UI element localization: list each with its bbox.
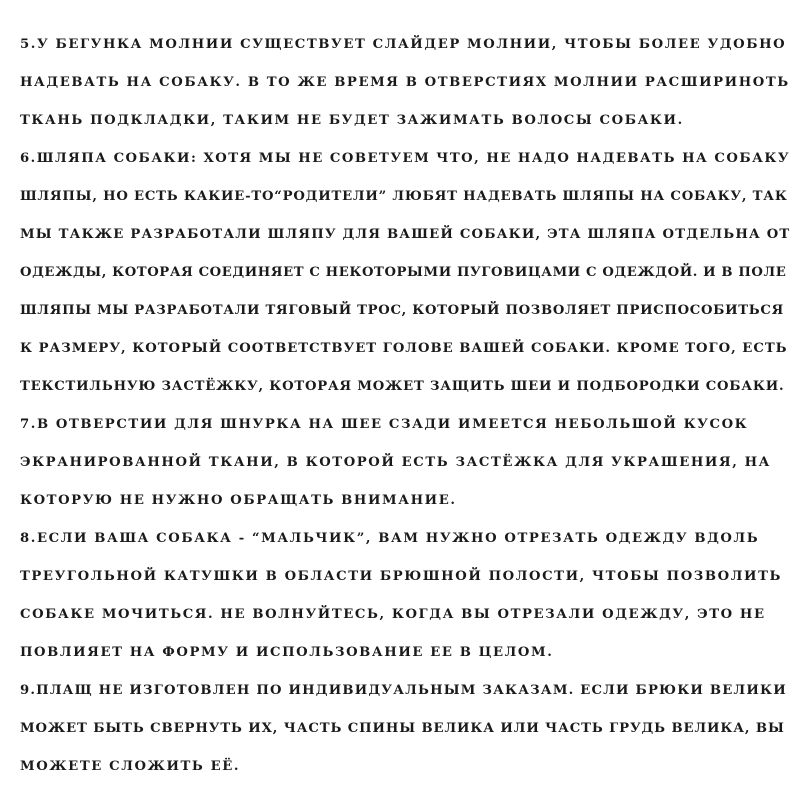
text-line: МОЖЕТЕ СЛОЖИТЬ ЕЁ.	[20, 759, 241, 774]
text-line: ТКАНЬ ПОДКЛАДКИ, ТАКИМ НЕ БУДЕТ ЗАЖИМАТЬ ВОЛОСЫ СОБАКИ.	[20, 113, 684, 128]
text-line: ЭКРАНИРОВАННОЙ ТКАНИ, В КОТОРОЙ ЕСТЬ ЗАСТЁЖКА ДЛЯ УКРАШЕНИЯ, НА	[20, 455, 771, 470]
text-line: 6.ШЛЯПА СОБАКИ: ХОТЯ МЫ НЕ СОВЕТУЕМ ЧТО, НЕ НАДО НАДЕВАТЬ НА СОБАКУ	[20, 151, 791, 166]
text-line: ПОВЛИЯЕТ НА ФОРМУ И ИСПОЛЬЗОВАНИЕ ЕЕ В ЦЕЛОМ.	[20, 645, 554, 660]
text-line: 8.ЕСЛИ ВАША СОБАКА - “МАЛЬЧИК”, ВАМ НУЖНО ОТРЕЗАТЬ ОДЕЖДУ ВДОЛЬ	[20, 531, 760, 546]
text-line: ТЕКСТИЛЬНУЮ ЗАСТЁЖКУ, КОТОРАЯ МОЖЕТ ЗАЩИТЬ ШЕИ И ПОДБОРОДКИ СОБАКИ.	[20, 379, 785, 394]
text-line: МОЖЕТ БЫТЬ СВЕРНУТЬ ИХ, ЧАСТЬ СПИНЫ ВЕЛИКА ИЛИ ЧАСТЬ ГРУДЬ ВЕЛИКА, ВЫ	[20, 721, 785, 736]
text-line: КОТОРУЮ НЕ НУЖНО ОБРАЩАТЬ ВНИМАНИЕ.	[20, 493, 457, 508]
text-line: СОБАКЕ МОЧИТЬСЯ. НЕ ВОЛНУЙТЕСЬ, КОГДА ВЫ ОТРЕЗАЛИ ОДЕЖДУ, ЭТО НЕ	[20, 607, 766, 622]
text-line: 7.В ОТВЕРСТИИ ДЛЯ ШНУРКА НА ШЕЕ СЗАДИ ИМЕЕТСЯ НЕБОЛЬШОЙ КУСОК	[20, 417, 749, 432]
text-line: 9.ПЛАЩ НЕ ИЗГОТОВЛЕН ПО ИНДИВИДУАЛЬНЫМ ЗАКАЗАМ. ЕСЛИ БРЮКИ ВЕЛИКИ	[20, 683, 787, 698]
text-line: К РАЗМЕРУ, КОТОРЫЙ СООТВЕТСТВУЕТ ГОЛОВЕ ВАШЕЙ СОБАКИ. КРОМЕ ТОГО, ЕСТЬ	[20, 341, 788, 356]
text-line: ШЛЯПЫ, НО ЕСТЬ КАКИЕ-ТО“РОДИТЕЛИ” ЛЮБЯТ НАДЕВАТЬ ШЛЯПЫ НА СОБАКУ, ТАК	[20, 189, 788, 204]
text-line: НАДЕВАТЬ НА СОБАКУ. В ТО ЖЕ ВРЕМЯ В ОТВЕРСТИЯХ МОЛНИИ РАСШИРИНОТЬ	[20, 75, 790, 90]
text-line: МЫ ТАКЖЕ РАЗРАБОТАЛИ ШЛЯПУ ДЛЯ ВАШЕЙ СОБАКИ, ЭТА ШЛЯПА ОТДЕЛЬНА ОТ	[20, 227, 791, 242]
text-line: 5.У БЕГУНКА МОЛНИИ СУЩЕСТВУЕТ СЛАЙДЕР МОЛНИИ, ЧТОБЫ БОЛЕЕ УДОБНО	[20, 37, 787, 52]
text-line: ТРЕУГОЛЬНОЙ КАТУШКИ В ОБЛАСТИ БРЮШНОЙ ПОЛОСТИ, ЧТОБЫ ПОЗВОЛИТЬ	[20, 569, 782, 584]
text-line: ШЛЯПЫ МЫ РАЗРАБОТАЛИ ТЯГОВЫЙ ТРОС, КОТОРЫЙ ПОЗВОЛЯЕТ ПРИСПОСОБИТЬСЯ	[20, 303, 784, 318]
text-line: ОДЕЖДЫ, КОТОРАЯ СОЕДИНЯЕТ С НЕКОТОРЫМИ ПУГОВИЦАМИ С ОДЕЖДОЙ. И В ПОЛЕ	[20, 265, 787, 280]
